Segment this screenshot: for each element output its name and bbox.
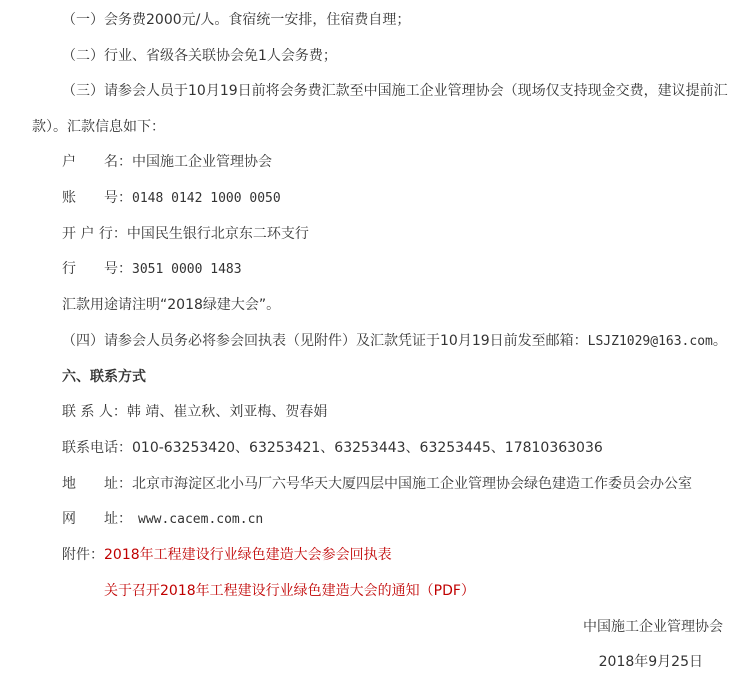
address-row (62, 474, 692, 494)
contact-phone-label: 联系电话： (62, 440, 132, 456)
fee-item-2: （二）行业、省级各关联协会免1人会务费； (62, 48, 337, 64)
signature-date: 2018年9月25日 (598, 654, 703, 670)
contact-heading: 六、联系方式 (62, 369, 146, 385)
contact-person-label: 联 系 人： (62, 404, 127, 420)
attachment-link-reply-form[interactable]: 2018年工程建设行业绿色建造大会参会回执表 (104, 547, 392, 563)
bank-number-value: 3051 0000 1483 (132, 262, 242, 277)
fee-item-3-line-2: 款）。汇款信息如下： (32, 119, 165, 135)
fee-item-4-text: （四）请参会人员务必将参会回执表（见附件）及汇款凭证于10月19日前发至邮箱： (62, 333, 588, 349)
account-number-label: 账 号： (62, 190, 132, 206)
website-link[interactable]: www.cacem.com.cn (138, 512, 264, 527)
attachment-label: 附件： (62, 547, 104, 563)
attachment-row-2 (104, 581, 475, 601)
bank-label: 开 户 行： (62, 226, 127, 242)
account-name-row (62, 152, 272, 172)
account-number-value: 0148 0142 1000 0050 (132, 191, 281, 206)
contact-phone-value: 010-63253420、63253421、63253443、63253445、17810363036 (132, 440, 603, 456)
contact-person-value: 韩 靖、崔立秋、刘亚梅、贺春娟 (126, 404, 328, 420)
bank-value: 中国民生银行北京东二环支行 (126, 226, 309, 242)
website-label: 网 址： (62, 511, 132, 527)
bank-number-row (62, 259, 242, 280)
fee-item-1: （一）会务费2000元/人。食宿统一安排，住宿费自理； (62, 12, 411, 28)
account-name-value: 中国施工企业管理协会 (132, 154, 272, 170)
address-label: 地 址： (62, 476, 132, 492)
account-name-label: 户 名： (62, 154, 132, 170)
attachment-row-1 (62, 545, 392, 565)
attachment-link-notice-pdf[interactable]: 关于召开2018年工程建设行业绿色建造大会的通知（PDF） (104, 583, 475, 599)
address-value: 北京市海淀区北小马厂六号华天大厦四层中国施工企业管理协会绿色建造工作委员会办公室 (132, 476, 692, 492)
contact-person-row (62, 402, 327, 422)
bank-row (62, 224, 309, 244)
email-address[interactable]: LSJZ1029@163.com (587, 334, 713, 349)
fee-item-3-line-1: （三）请参会人员于10月19日前将会务费汇款至中国施工企业管理协会（现场仅支持现金交费，建议提前汇 (62, 83, 728, 99)
bank-number-label: 行 号： (62, 261, 132, 277)
account-number-row (62, 188, 281, 209)
contact-phone-row (62, 438, 603, 458)
fee-item-4-suffix: 。 (712, 333, 727, 349)
website-row (62, 509, 263, 530)
remittance-note: 汇款用途请注明“2018绿建大会”。 (62, 297, 281, 313)
fee-item-4 (62, 331, 727, 352)
signature-org: 中国施工企业管理协会 (583, 619, 723, 635)
